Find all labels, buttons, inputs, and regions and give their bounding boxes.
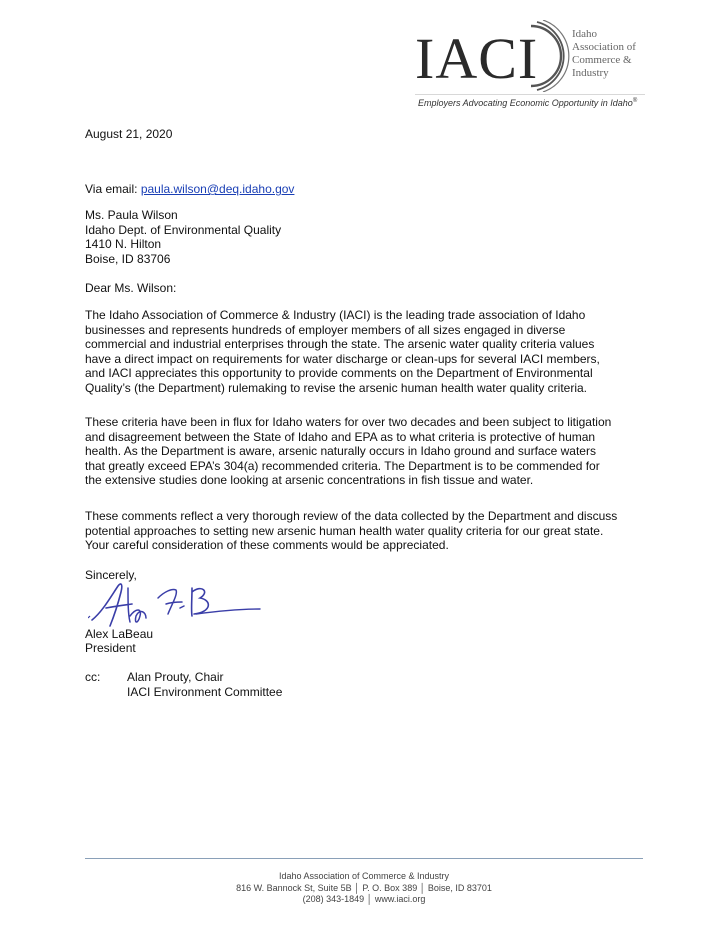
recipient-line: Boise, ID 83706: [85, 251, 171, 266]
closing: Sincerely,: [85, 568, 137, 582]
via-email-label: Via email:: [85, 182, 141, 196]
recipient-address: [85, 208, 281, 266]
footer-contact: [85, 894, 643, 906]
logo-org-line: Commerce &: [572, 54, 632, 66]
tagline-text: Employers Advocating Economic Opportunity in Idaho: [418, 98, 633, 108]
paragraph-line: Quality’s (the Department) rulemaking to revise the arsenic human health water quality criteria.: [85, 380, 588, 395]
cc-label: cc:: [85, 670, 101, 684]
footer: [85, 871, 643, 906]
paragraph-line: The Idaho Association of Commerce & Industry (IACI) is the leading trade association of Idaho: [85, 308, 586, 322]
recipient-line: Idaho Dept. of Environmental Quality: [85, 222, 282, 237]
logo-org-name: [572, 28, 636, 80]
cc-line: IACI Environment Committee: [127, 684, 283, 699]
footer-separator: │: [366, 894, 373, 904]
paragraph-line: commercial and industrial enterprises through the state. The arsenic water quality criteria values: [85, 337, 595, 351]
recipient-line: Ms. Paula Wilson: [85, 208, 178, 222]
footer-phone: (208) 343-1849: [302, 894, 365, 904]
paragraph-1: [85, 308, 600, 395]
paragraph-line: health. As the Department is aware, arsenic naturally occurs in Idaho ground and surface waters: [85, 444, 596, 458]
logo-org-line: Association of: [572, 41, 636, 53]
letter-date: August 21, 2020: [85, 127, 173, 141]
logo-arcs-icon: [527, 20, 577, 92]
signer-name: Alex LaBeau: [85, 627, 154, 641]
handwritten-signature: [88, 578, 263, 634]
email-link[interactable]: paula.wilson@deq.idaho.gov: [140, 182, 295, 196]
paragraph-line: potential approaches to setting new arsenic human health water quality criteria for our great state.: [85, 523, 604, 538]
paragraph-line: and disagreement between the State of Idaho and EPA as to what criteria is protective of human: [85, 429, 596, 444]
via-email-line: [85, 182, 294, 197]
iaci-logo: [415, 20, 645, 92]
logo-org-line: Industry: [572, 67, 609, 79]
paragraph-line: the extensive studies done looking at arsenic concentrations in fish tissue and water.: [85, 473, 534, 487]
paragraph-3: [85, 509, 617, 553]
paragraph-line: have a direct impact on requirements for water discharge or clean-ups for several IACI members,: [85, 351, 600, 366]
tagline: [418, 98, 637, 108]
paragraph-line: These comments reflect a very thorough review of the data collected by the Department and discuss: [85, 509, 618, 523]
tagline-divider: [415, 94, 645, 95]
recipient-line: 1410 N. Hilton: [85, 237, 162, 251]
paragraph-line: and IACI appreciates this opportunity to provide comments on the Department of Environmental: [85, 366, 593, 380]
footer-street: 816 W. Bannock St, Suite 5B: [236, 882, 352, 893]
salutation: Dear Ms. Wilson:: [85, 281, 177, 295]
paragraph-2: [85, 415, 611, 488]
footer-divider: [85, 858, 643, 859]
paragraph-line: businesses and represents hundreds of employer members of all sizes engaged in diverse: [85, 322, 566, 337]
footer-po-box: P. O. Box 389: [362, 882, 418, 893]
logo-org-line: Idaho: [572, 28, 598, 40]
cc-line: Alan Prouty, Chair: [127, 670, 224, 684]
footer-separator: │: [419, 882, 426, 893]
logo-wordmark: IACI: [415, 26, 539, 91]
paragraph-line: Your careful consideration of these comments would be appreciated.: [85, 538, 449, 552]
cc-recipients: [127, 670, 282, 699]
footer-address: [85, 883, 643, 895]
footer-separator: │: [354, 882, 360, 893]
signer-title: President: [85, 641, 136, 655]
footer-city: Boise, ID 83701: [427, 882, 492, 893]
paragraph-line: that greatly exceed EPA’s 304(a) recommended criteria. The Department is to be commended for: [85, 458, 600, 473]
footer-org: Idaho Association of Commerce & Industry: [278, 871, 450, 881]
footer-website[interactable]: www.iaci.org: [374, 894, 426, 904]
tagline-mark: ®: [632, 98, 638, 104]
paragraph-line: These criteria have been in flux for Idaho waters for over two decades and been subject to litigation: [85, 415, 612, 429]
